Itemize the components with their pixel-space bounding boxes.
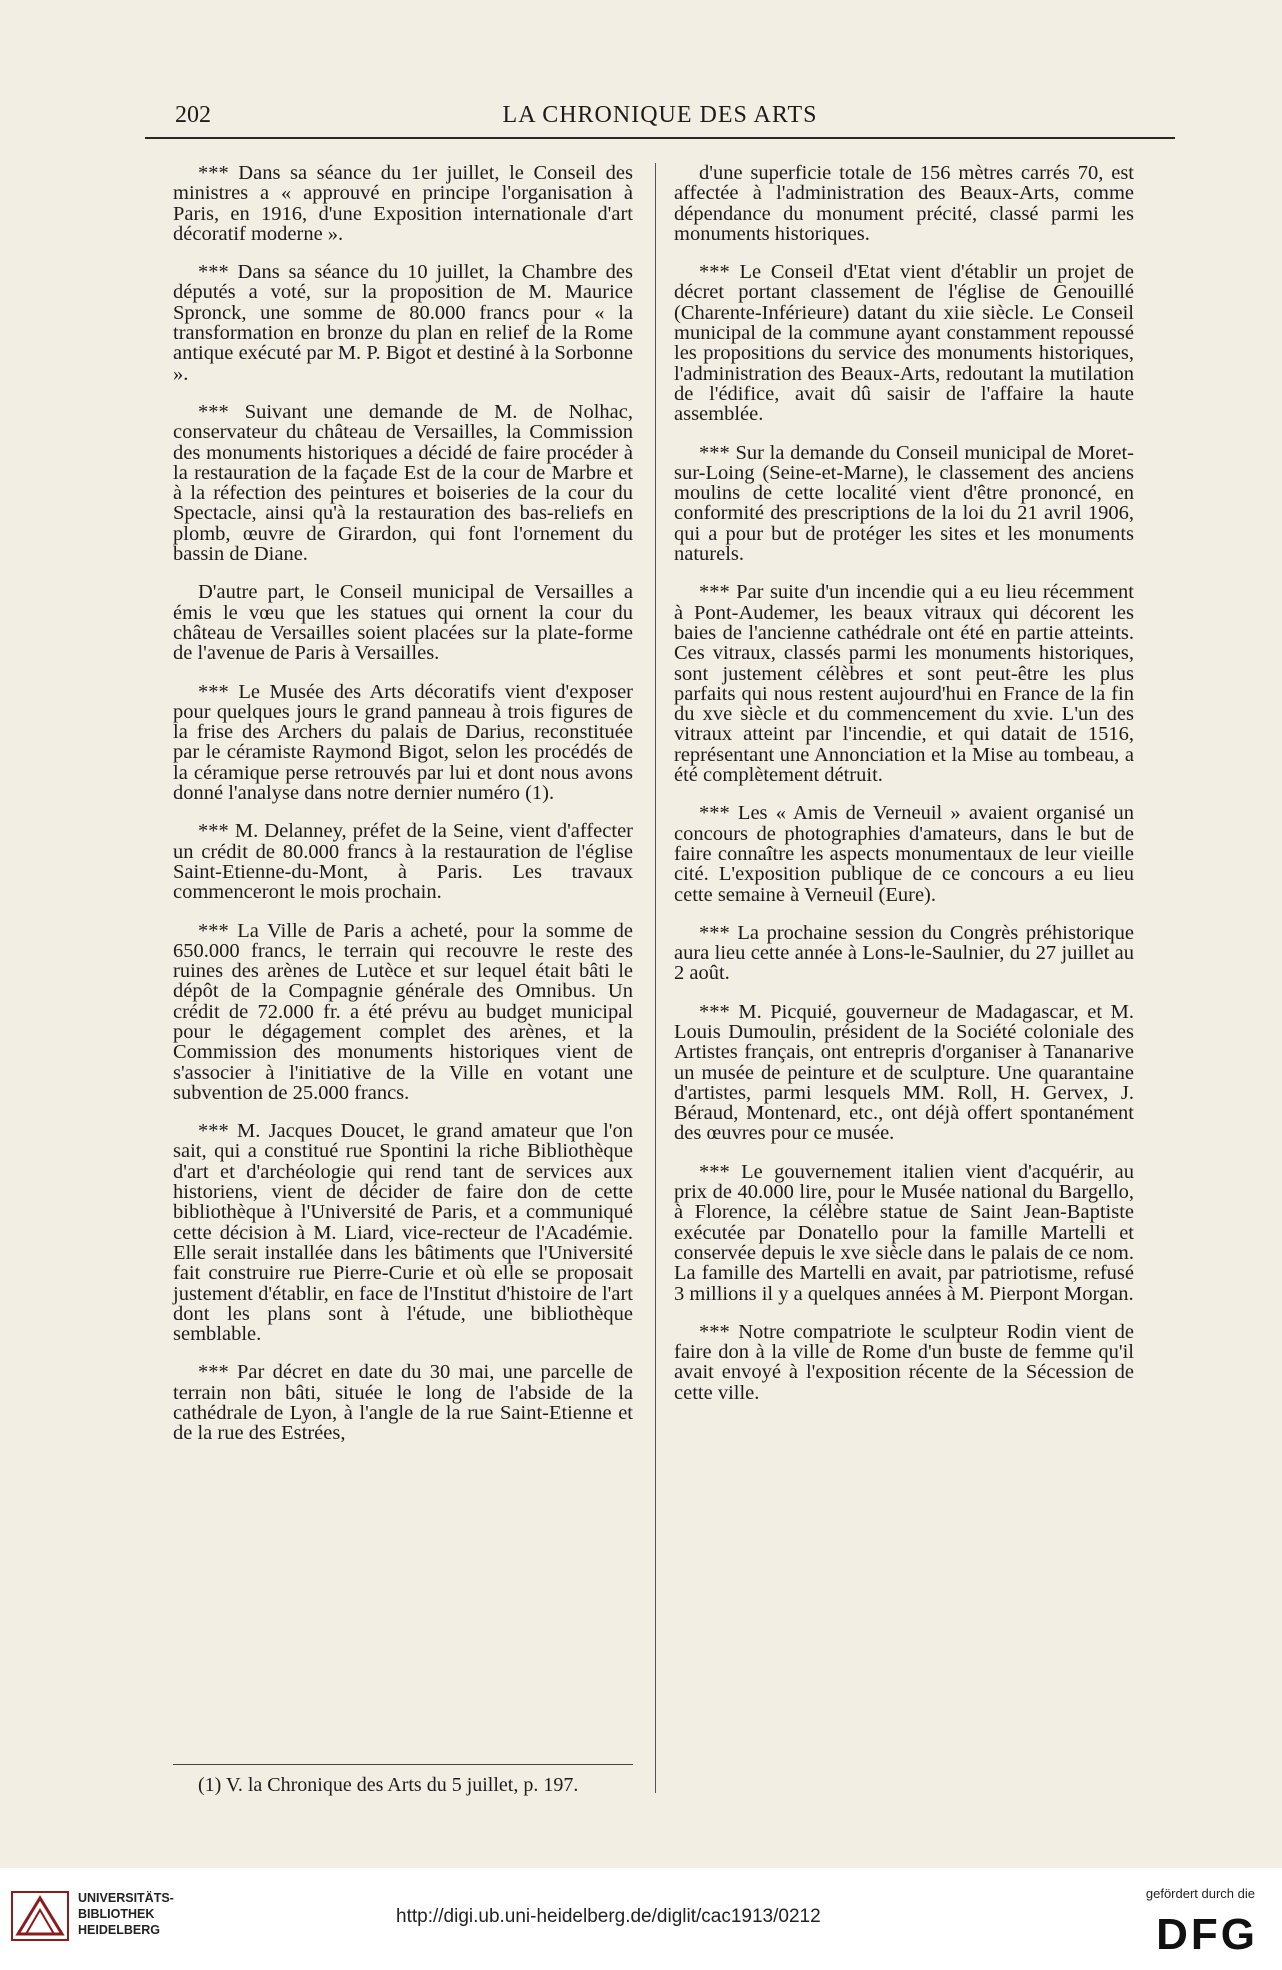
sponsor-note: gefördert durch die [1145,1886,1255,1901]
dfg-logo-icon: DFG [1156,1910,1258,1959]
news-paragraph: *** Notre compatriote le sculpteur Rodin vient de faire don à la ville de Rome d'un buste de femme qu'il avait envoyé à l'exposition récente de la Sécession de cette ville. [674,1320,1134,1404]
news-paragraph: *** Dans sa séance du 1er juillet, le Conseil des ministres a « approuvé en principe l'organisation à Paris, en 1916, d'une Exposition internationale d'art décoratif moderne ». [173,162,633,245]
news-paragraph: *** Le Conseil d'Etat vient d'établir un projet de décret portant classement de l'église de Genouillé (Charente-Inférieure) datant du xiie siècle. Le Conseil municipal de la commune ayant constamment repoussé les propositions du service des monuments historiques, l'administration des Beaux-Arts, redoutant la mutilation de l'édifice, avait dû saisir de l'affaire la haute assemblée. [674,261,1134,426]
page-number: 202 [175,102,211,128]
footnote-rule [173,1764,633,1765]
library-name-line: UNIVERSITÄTS- [78,1891,174,1905]
left-column [173,163,633,1462]
news-paragraph: *** La Ville de Paris a acheté, pour la somme de 650.000 francs, le terrain qui recouvre le reste des ruines des arènes de Lutèce et sur lequel était bâti le dépôt de la Compagnie générale des Omnibus. Un crédit de 72.000 fr. a été prévu au budget municipal pour le dégagement complet des arènes, et la Commission des monuments historiques vient de s'associer à l'initiative de la Ville en votant une subvention de 25.000 francs. [173,919,633,1104]
news-paragraph: *** Sur la demande du Conseil municipal de Moret-sur-Loing (Seine-et-Marne), le classement des anciens moulins de cette localité vient d'être prononcé, en conformité des prescriptions de la loi du 21 avril 1906, qui a pour but de protéger les sites et les monuments naturels. [674,441,1134,566]
running-title: LA CHRONIQUE DES ARTS [502,102,818,128]
news-paragraph: *** Le Musée des Arts décoratifs vient d'exposer pour quelques jours le grand panneau à trois figures de la frise des Archers du palais de Darius, reconstituée par le céramiste Raymond Bigot, selon les procédés de la céramique perse retrouvés par lui et dont nous avons donné l'analyse dans notre dernier numéro (1). [173,680,633,805]
news-paragraph: *** M. Delanney, préfet de la Seine, vient d'affecter un crédit de 80.000 francs à la restauration de l'église Saint-Etienne-du-Mont, à Paris. Les travaux commenceront le mois prochain. [173,820,633,904]
news-paragraph: *** Les « Amis de Verneuil » avaient organisé un concours de photographies d'amateurs, dans le but de faire connaître les aspects monumentaux de leur vieille cité. L'exposition publique de ce concours a eu lieu cette semaine à Verneuil (Eure). [674,802,1134,906]
news-paragraph: *** Suivant une demande de M. de Nolhac, conservateur du château de Versailles, la Commission des monuments historiques a décidé de faire procéder à la restauration de la façade Est de la cour de Marbre et à la réfection des peintures et boiseries de la cour du Spectacle, ainsi qu'à la restauration des bas-reliefs en plomb, œuvre de Girardon, qui font l'ornement du bassin de Diane. [173,400,633,566]
news-paragraph: *** M. Picquié, gouverneur de Madagascar, et M. Louis Dumoulin, président de la Société coloniale des Artistes français, ont entrepris d'organiser à Tananarive un musée de peinture et de sculpture. Une quarantaine d'artistes, parmi lesquels MM. Roll, H. Gervex, J. Béraud, Montenard, etc., ont déjà offert spontanément des œuvres pour ce musée. [674,1000,1134,1145]
digitization-footer [0,1868,1282,1970]
permalink[interactable]: http://digi.ub.uni-heidelberg.de/diglit/cac1913/0212 [396,1906,821,1927]
column-divider [655,163,656,1793]
footnote: (1) V. la Chronique des Arts du 5 juillet, p. 197. [198,1774,579,1796]
news-paragraph: *** Dans sa séance du 10 juillet, la Chambre des députés a voté, sur la proposition de M. Maurice Spronck, une somme de 80.000 francs pour « la transformation en bronze du plan en relief de la Rome antique exécuté par M. P. Bigot et destiné à la Sorbonne ». [173,261,633,385]
library-name-line: BIBLIOTHEK [78,1907,155,1921]
news-paragraph: d'une superficie totale de 156 mètres carrés 70, est affectée à l'administration des Beaux-Arts, comme dépendance du monument précité, classé parmi les monuments historiques. [674,162,1134,245]
news-paragraph: *** Par suite d'un incendie qui a eu lieu récemment à Pont-Audemer, les beaux vitraux qui décorent les baies de l'ancienne cathédrale ont été en partie atteints. Ces vitraux, classés parmi les monuments historiques, sont justement célèbres et sont peut-être les plus parfaits qui nous restent aujourd'hui en France de la fin du xve siècle et du commencement du xvie. L'un des vitraux atteint par l'incendie, et qui datait de 1516, représentant une Annonciation et la Mise au tombeau, a été complètement détruit. [674,581,1134,787]
news-paragraph: D'autre part, le Conseil municipal de Versailles a émis le vœu que les statues qui ornent la cour du château de Versailles soient placées sur la plate-forme de l'avenue de Paris à Versailles. [173,581,633,665]
news-paragraph: *** Le gouvernement italien vient d'acquérir, au prix de 40.000 lire, pour le Musée national du Bargello, à Florence, la célèbre statue de Saint Jean-Baptiste exécutée par Donatello pour la famille Martelli et conservée depuis le xve siècle dans le palais de ce nom. La famille des Martelli en avait, par patriotisme, refusé 3 millions il y a quelques années à M. Pierpont Morgan. [674,1160,1134,1305]
news-paragraph: *** Par décret en date du 30 mai, une parcelle de terrain non bâti, située le long de l'abside de la cathédrale de Lyon, à l'angle de la rue Saint-Etienne et de la rue des Estrées, [173,1361,633,1445]
library-name [78,1890,174,1938]
library-name-line: HEIDELBERG [78,1923,160,1937]
university-seal-icon [10,1888,70,1944]
header-rule [145,137,1175,139]
right-column [674,163,1134,1421]
news-paragraph: *** La prochaine session du Congrès préhistorique aura lieu cette année à Lons-le-Saulnier, du 27 juillet au 2 août. [674,921,1134,985]
news-paragraph: *** M. Jacques Doucet, le grand amateur que l'on sait, qui a constitué rue Spontini la riche Bibliothèque d'art et d'archéologie qui rend tant de services aux historiens, vient de décider de faire don de cette bibliothèque à l'Université de Paris, et a communiqué cette décision à M. Liard, vice-recteur de l'Académie. Elle serait installée dans les bâtiments que l'Université fait construire rue Pierre-Curie et où elle se proposait justement d'établir, en face de l'Institut d'histoire de l'art dont les plans sont à l'étude, une bibliothèque semblable. [173,1120,633,1346]
page-header [145,100,1175,136]
